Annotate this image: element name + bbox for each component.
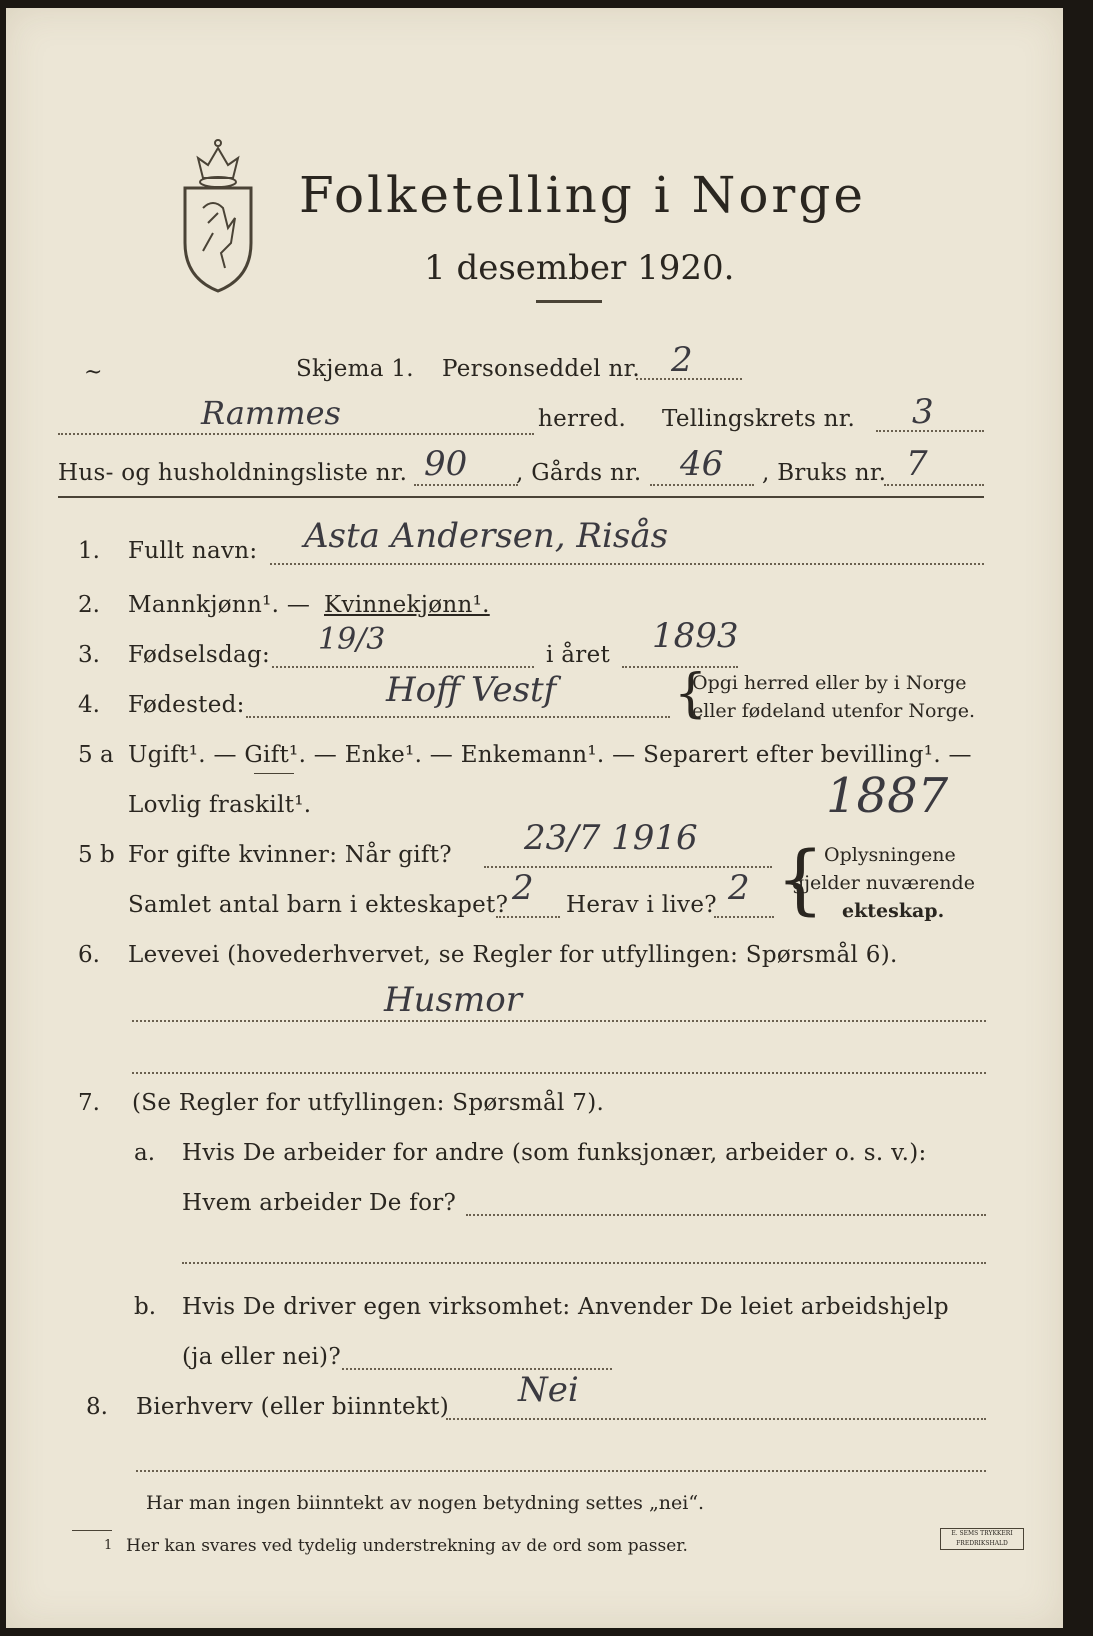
q5b-note-3: ekteskap. <box>842 900 945 922</box>
tellingskrets-value[interactable]: 3 <box>912 392 934 432</box>
coat-of-arms-icon <box>173 133 263 298</box>
q7a-line-1: Hvis De arbeider for andre (som funksjonær, arbeider o. s. v.): <box>182 1140 927 1166</box>
husholdningsliste-value[interactable]: 90 <box>424 444 468 484</box>
bruks-label: , Bruks nr. <box>762 460 887 486</box>
q1-number: 1. <box>78 538 100 564</box>
q5a-gift-underline <box>254 773 294 774</box>
tellingskrets-label: Tellingskrets nr. <box>662 406 856 432</box>
q4-birthplace-value[interactable]: Hoff Vestf <box>386 670 557 710</box>
q6-occupation-value[interactable]: Husmor <box>384 980 522 1020</box>
q5b-note-2: gjelder nuværende <box>792 872 975 894</box>
q8-number: 8. <box>86 1394 108 1420</box>
q5b-barn-label: Samlet antal barn i ekteskapet? <box>128 892 509 918</box>
bruks-value[interactable]: 7 <box>906 444 928 484</box>
bruks-line <box>884 484 984 486</box>
title-divider <box>536 300 602 303</box>
q3-line <box>272 666 534 668</box>
q1-label: Fullt navn: <box>128 538 258 564</box>
form-title: Folketelling i Norge <box>299 166 866 224</box>
q5a-extra-year: 1887 <box>826 768 949 824</box>
q4-line <box>246 716 670 718</box>
q7b-line-2: (ja eller nei)? <box>182 1344 341 1370</box>
q3-number: 3. <box>78 642 100 668</box>
gards-line <box>650 484 754 486</box>
herred-label: herred. <box>538 406 627 432</box>
q5b-brace: { <box>776 834 825 923</box>
q3-birthday-value[interactable]: 19/3 <box>318 622 386 657</box>
q6-label: Levevei (hovederhvervet, se Regler for utfyllingen: Spørsmål 6). <box>128 942 898 968</box>
q6-line-1 <box>132 1020 986 1022</box>
q5b-label: For gifte kvinner: Når gift? <box>128 842 452 868</box>
q2-kvinnekjonn[interactable]: Kvinnekjønn¹. <box>324 592 490 618</box>
q1-line <box>270 563 984 565</box>
q8-line-2 <box>136 1470 986 1472</box>
herred-line <box>58 433 534 435</box>
printer-stamp: E. SEMS TRYKKERI FREDRIKSHALD <box>940 1528 1024 1550</box>
q5b-barn-line <box>496 916 560 918</box>
q4-label: Fødested: <box>128 692 245 718</box>
q4-note-2: eller fødeland utenfor Norge. <box>692 700 976 722</box>
q6-number: 6. <box>78 942 100 968</box>
q4-number: 4. <box>78 692 100 718</box>
q8-label: Bierhverv (eller biinntekt) <box>136 1394 449 1420</box>
q5b-ilive-line <box>714 916 774 918</box>
q7-number: 7. <box>78 1090 100 1116</box>
q5b-barn-value[interactable]: 2 <box>512 868 534 908</box>
footnote-text: Her kan svares ved tydelig understrekning av de ord som passer. <box>126 1536 688 1556</box>
q5b-married-value[interactable]: 23/7 1916 <box>524 818 698 858</box>
personseddel-value[interactable]: 2 <box>671 340 693 380</box>
q7a-answer-line[interactable] <box>466 1214 986 1216</box>
q7b-letter: b. <box>134 1294 157 1320</box>
q4-note-1: Opgi herred eller by i Norge <box>692 672 967 694</box>
q3-year-label: i året <box>546 642 611 668</box>
q5a-marital-options[interactable]: Ugift¹. — Gift¹. — Enke¹. — Enkemann¹. — Separert efter bevilling¹. — <box>128 742 972 768</box>
q7a-answer-line-2[interactable] <box>182 1262 986 1264</box>
footnote-number: 1 <box>104 1538 113 1553</box>
q5b-note-1: Oplysningene <box>824 844 956 866</box>
footer-note: Har man ingen biinntekt av nogen betydning settes „nei“. <box>146 1492 705 1514</box>
q5b-ilive-label: Herav i live? <box>566 892 717 918</box>
q5a-fraskilt[interactable]: Lovlig fraskilt¹. <box>128 792 312 818</box>
q5b-ilive-value[interactable]: 2 <box>728 868 750 908</box>
gards-label: , Gårds nr. <box>516 460 642 486</box>
footnote-rule <box>72 1530 112 1531</box>
husholdningsliste-label: Hus- og husholdningsliste nr. <box>58 460 408 486</box>
census-date: 1 desember 1920. <box>424 248 735 288</box>
margin-mark: ~ <box>84 360 103 385</box>
q3-label: Fødselsdag: <box>128 642 271 668</box>
q4-brace: { <box>674 664 708 724</box>
q7a-line-2: Hvem arbeider De for? <box>182 1190 457 1216</box>
q3-year-value[interactable]: 1893 <box>652 616 739 656</box>
section-divider <box>58 496 984 498</box>
skjema-label: Skjema 1. <box>296 356 414 382</box>
gards-value[interactable]: 46 <box>680 444 724 484</box>
q7-label: (Se Regler for utfyllingen: Spørsmål 7). <box>132 1090 605 1116</box>
census-form <box>6 8 1063 1628</box>
personseddel-label: Personseddel nr. <box>442 356 641 382</box>
husholdningsliste-line <box>414 484 518 486</box>
q5a-number: 5 a <box>78 742 114 768</box>
q7b-line-1: Hvis De driver egen virksomhet: Anvender De leiet arbeidshjelp <box>182 1294 949 1320</box>
q1-full-name[interactable]: Asta Andersen, Risås <box>304 516 669 556</box>
q2-number: 2. <box>78 592 100 618</box>
q8-value[interactable]: Nei <box>518 1370 579 1410</box>
q7a-letter: a. <box>134 1140 156 1166</box>
q8-line <box>446 1418 986 1420</box>
q2-mannkjonn: Mannkjønn¹. — <box>128 592 311 618</box>
q5b-number: 5 b <box>78 842 115 868</box>
herred-value[interactable]: Rammes <box>201 394 341 432</box>
q6-line-2 <box>132 1072 986 1074</box>
